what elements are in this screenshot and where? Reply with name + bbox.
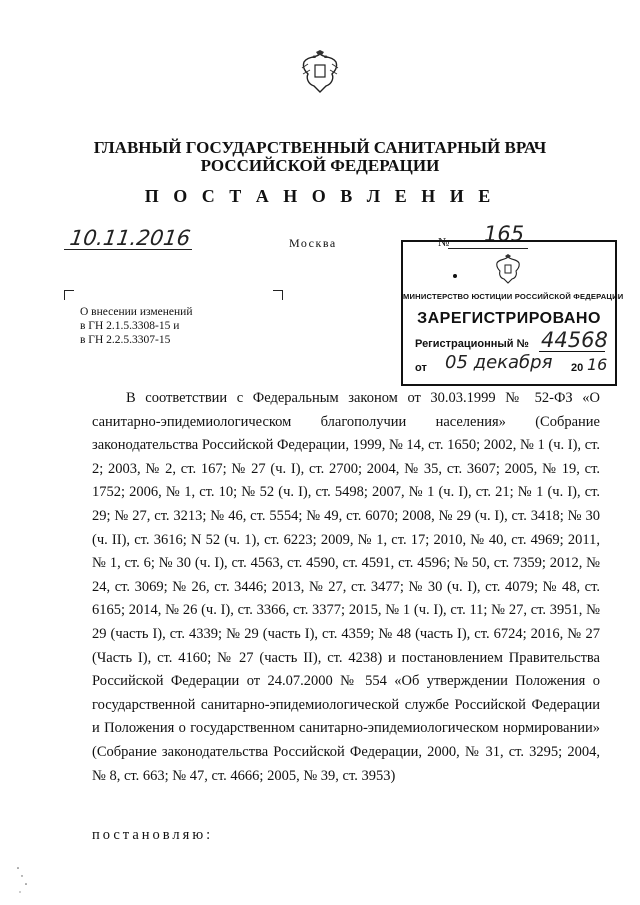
date-underline: [64, 249, 192, 250]
stamp-year: 16: [587, 355, 608, 374]
issuer-subtitle: РОССИЙСКОЙ ФЕДЕРАЦИИ: [200, 156, 440, 175]
stamp-reg-number: 44568: [541, 328, 608, 352]
subject-line: в ГН 2.2.5.3307-15: [80, 334, 171, 346]
stamp-year-prefix: 20: [571, 362, 584, 374]
document-body: [92, 387, 600, 788]
subject-bracket-left: [64, 290, 74, 300]
resolve-word: постановляю:: [92, 827, 214, 843]
subject-line: в ГН 2.1.5.3308-15 и: [80, 320, 180, 332]
scan-specks: [14, 862, 44, 902]
stamp-date: 05 декабря: [445, 352, 553, 373]
stamp-date-prefix: от: [415, 362, 427, 374]
body-paragraph: В соответствии с Федеральным законом от 30.03.1999 № 52-ФЗ «О санитарно-эпидемиологическом благополучии населения» (Собрание законодательства Российской Федерации, 1999, № 14, ст. 1650; 2002, № 1 (ч. I), ст. 2; 2003, № 2, ст. 167; № 27 (ч. I), ст. 2700; 2004, № 35, ст. 3607; 2005, № 19, ст. 1752; 2006, № 1, ст. 10; № 52 (ч. I), ст. 5498; 2007, № 1 (ч. I), ст. 21; № 1 (ч. I), ст. 29; № 27, ст. 3213; № 46, ст. 5554; № 49, ст. 6070; 2008, № 29 (ч. I), ст. 3418; № 30 (ч. II), ст. 3616; N 52 (ч. 1), ст. 6223; 2009, № 1, ст. 17; 2010, № 40, ст. 4969; 2011, № 1, ст. 6; № 30 (ч. I), ст. 4563, ст. 4590, ст. 4591, ст. 4596; № 50, ст. 7359; 2012, № 24, ст. 3069; № 26, ст. 3446; 2013, № 27, ст. 3477; № 30 (ч. I), ст. 4079; № 48, ст. 6165; 2014, № 26 (ч. I), ст. 3366, ст. 3377; 2015, № 1 (ч. I), ст. 11; № 27, ст. 3951, № 29 (часть I), ст. 4339; № 29 (часть I), ст. 4359; № 48 (часть I), ст. 6724; 2016, № 27 (Часть I), ст. 4160; № 27 (часть II), ст. 4238) и постановлением Правительства Российской Федерации от 24.07.2000 № 554 «Об утверждении Положения о государственной санитарно-эпидемиологической службе Российской Федерации и Положения о государственном санитарно-эпидемиологическом нормировании» (Собрание законодательства Российской Федерации, 2000, № 31, ст. 3295; 2004, № 8, ст. 663; № 47, ст. 4666; 2005, № 39, ст. 3953): [92, 390, 601, 784]
document-type-title: П О С Т А Н О В Л Е Н И Е: [144, 186, 496, 206]
document-number: 165: [484, 222, 525, 246]
document-subject: [80, 305, 192, 347]
coat-of-arms-icon: [298, 50, 342, 96]
registration-stamp: [401, 240, 624, 386]
number-label: №: [438, 235, 450, 249]
subject-bracket-right: [273, 290, 283, 300]
document-city: Москва: [289, 236, 337, 250]
stamp-reg-label: Регистрационный №: [415, 338, 529, 350]
subject-line: О внесении изменений: [80, 306, 193, 318]
stamp-registered: ЗАРЕГИСТРИРОВАНО: [417, 310, 601, 327]
stamp-eagle-icon: [493, 254, 523, 286]
stamp-dot: [453, 274, 457, 278]
document-date: 10.11.2016: [68, 226, 192, 250]
stamp-ministry: МИНИСТЕРСТВО ЮСТИЦИИ РОССИЙСКОЙ ФЕДЕРАЦИИ: [403, 292, 624, 301]
issuer-title: ГЛАВНЫЙ ГОСУДАРСТВЕННЫЙ САНИТАРНЫЙ ВРАЧ: [93, 138, 547, 157]
